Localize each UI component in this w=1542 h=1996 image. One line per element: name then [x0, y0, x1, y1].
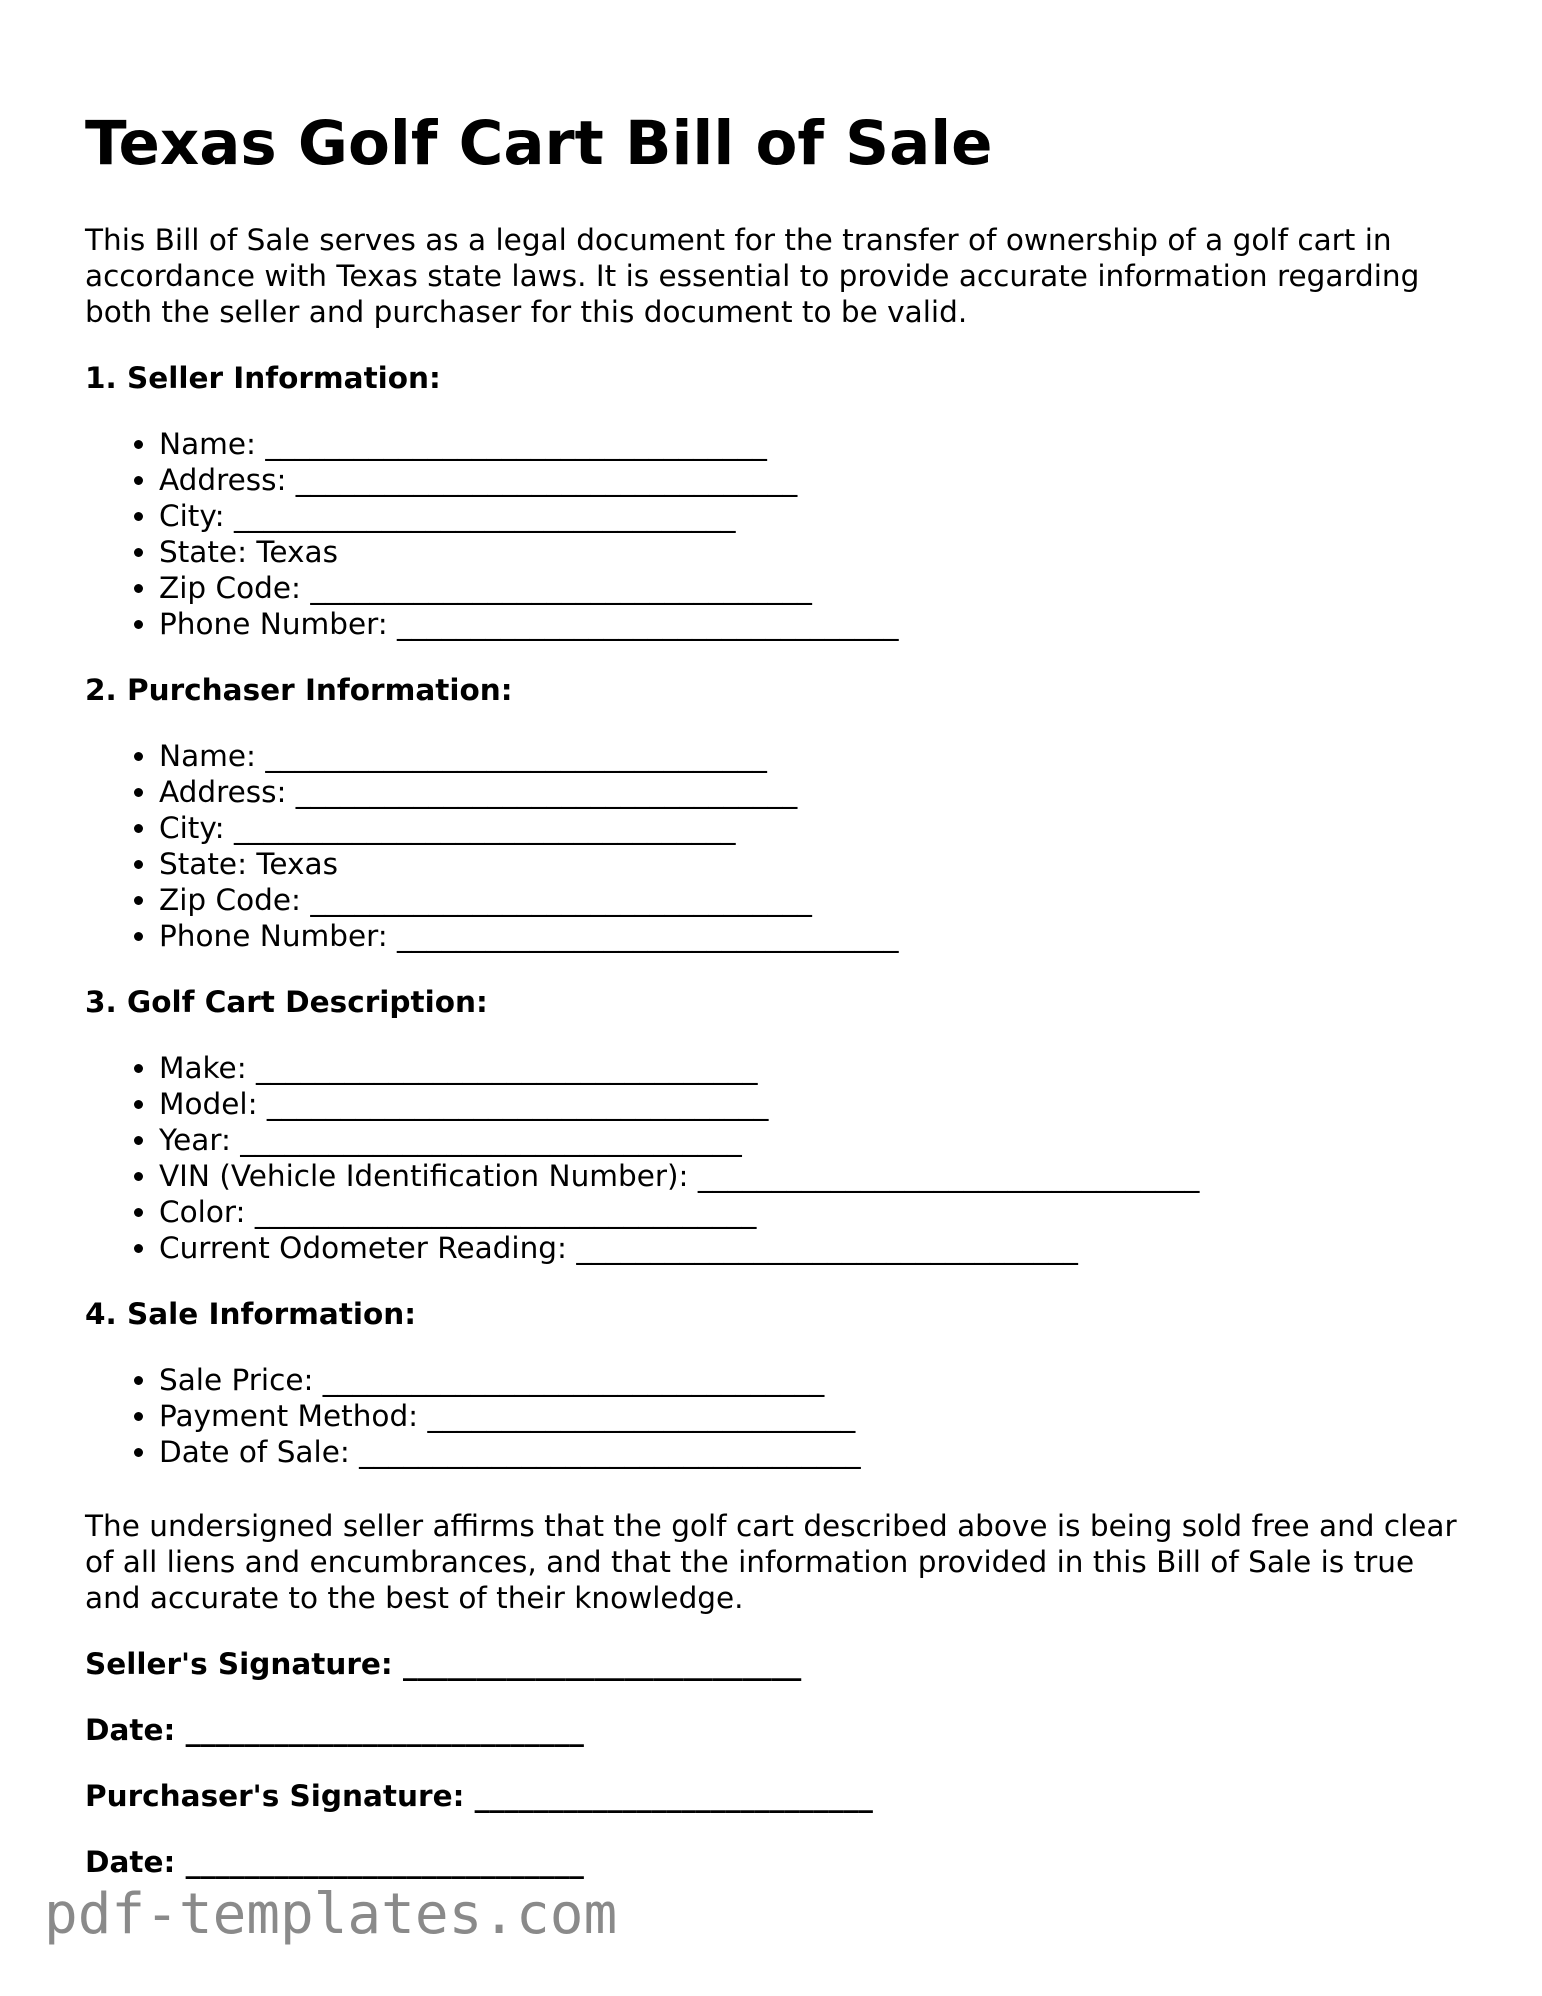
purchaser-date-line: Date: ___________________________ — [85, 1845, 584, 1879]
cart-odometer-field: • Current Odometer Reading: __________________________________ — [159, 1230, 1465, 1266]
document-page — [85, 104, 1465, 1880]
seller-signature-line: Seller's Signature: ___________________________ — [85, 1647, 802, 1681]
purchaser-signature-line: Purchaser's Signature: ___________________________ — [85, 1779, 873, 1813]
purchaser-state-field: • State: Texas — [159, 846, 1465, 882]
closing-paragraph: The undersigned seller affirms that the golf cart described above is being sold free and clear of all liens and encumbrances, and that the information provided in this Bill of Sale is true and accurate to the best of their knowledge. — [85, 1509, 1457, 1615]
date-of-sale-field: • Date of Sale: __________________________________ — [159, 1434, 1465, 1470]
seller-name-field: • Name: __________________________________ — [159, 426, 1465, 462]
payment-method-field: • Payment Method: _____________________________ — [159, 1398, 1465, 1434]
watermark-text: pdf-templates.com — [44, 1882, 618, 1947]
cart-vin-field: • VIN (Vehicle Identification Number): __________________________________ — [159, 1158, 1465, 1194]
intro-paragraph: This Bill of Sale serves as a legal document for the transfer of ownership of a golf cart in accordance with Texas state laws. It is essential to provide accurate information regarding both the seller and purchaser for this document to be valid. — [85, 223, 1420, 329]
sale-price-field: • Sale Price: __________________________________ — [159, 1362, 1465, 1398]
cart-year-field: • Year: __________________________________ — [159, 1122, 1465, 1158]
document-title: Texas Golf Cart Bill of Sale — [85, 108, 993, 179]
purchaser-address-field: • Address: __________________________________ — [159, 774, 1465, 810]
purchaser-name-field: • Name: __________________________________ — [159, 738, 1465, 774]
seller-state-field: • State: Texas — [159, 534, 1465, 570]
cart-model-field: • Model: __________________________________ — [159, 1086, 1465, 1122]
seller-section-heading: 1. Seller Information: — [85, 361, 441, 395]
cart-field-list — [85, 1050, 1465, 1266]
sale-section-heading: 4. Sale Information: — [85, 1297, 417, 1331]
sale-field-list — [85, 1362, 1465, 1470]
purchaser-zip-field: • Zip Code: __________________________________ — [159, 882, 1465, 918]
seller-field-list — [85, 426, 1465, 642]
seller-address-field: • Address: __________________________________ — [159, 462, 1465, 498]
purchaser-phone-field: • Phone Number: __________________________________ — [159, 918, 1465, 954]
purchaser-city-field: • City: __________________________________ — [159, 810, 1465, 846]
seller-zip-field: • Zip Code: __________________________________ — [159, 570, 1465, 606]
seller-city-field: • City: __________________________________ — [159, 498, 1465, 534]
cart-make-field: • Make: __________________________________ — [159, 1050, 1465, 1086]
seller-date-line: Date: ___________________________ — [85, 1713, 584, 1747]
purchaser-field-list — [85, 738, 1465, 954]
purchaser-section-heading: 2. Purchaser Information: — [85, 673, 513, 707]
cart-section-heading: 3. Golf Cart Description: — [85, 985, 488, 1019]
cart-color-field: • Color: __________________________________ — [159, 1194, 1465, 1230]
seller-phone-field: • Phone Number: __________________________________ — [159, 606, 1465, 642]
